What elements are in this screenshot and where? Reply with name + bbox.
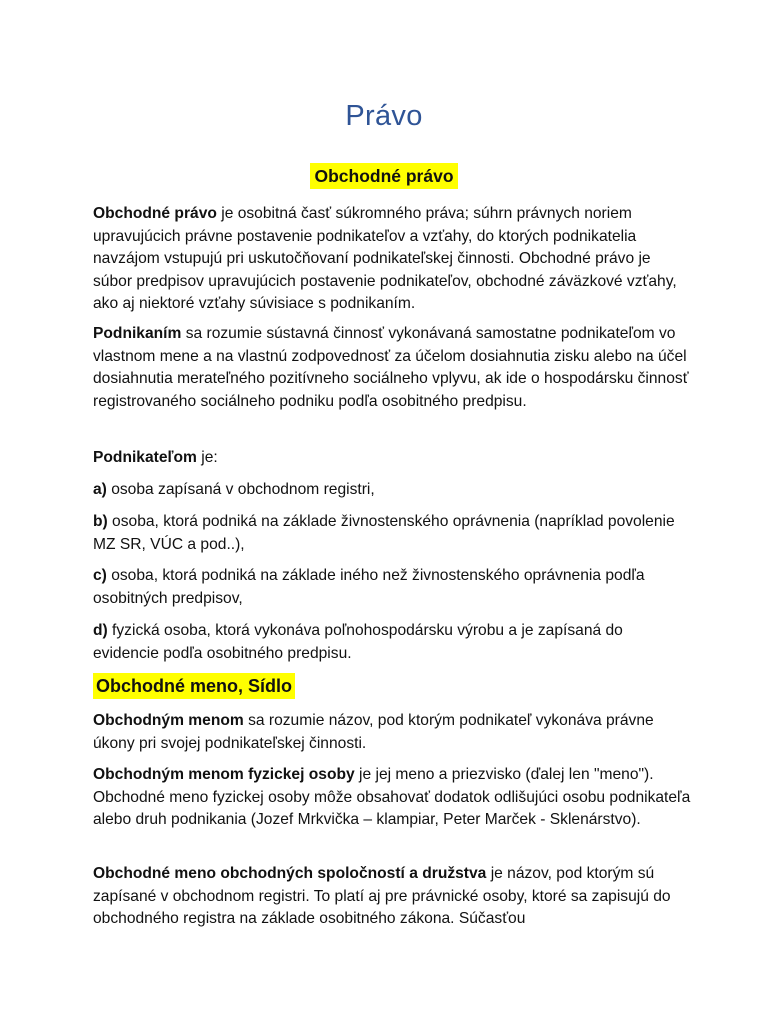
list-text: osoba, ktorá podniká na základe živnostenského oprávnenia (napríklad povolenie MZ SR, VÚC a pod..), bbox=[93, 513, 675, 553]
paragraph-text: je jej meno a priezvisko (ďalej len "meno"). Obchodné meno fyzickej osoby môže obsahovať dodatok odlišujúci osobu podnikateľa alebo druh podnikania (Jozef Mrkvička – klampiar, Peter Marček - Sklenárstvo). bbox=[93, 766, 691, 829]
term-spolocnosti: Obchodné meno obchodných spoločností a družstva bbox=[93, 865, 487, 882]
list-text: osoba zapísaná v obchodnom registri, bbox=[106, 481, 375, 498]
paragraph-text: je názov, pod ktorým sú zapísané v obchodnom registri. To platí aj pre právnické osoby, ktoré sa zapisujú do obchodného registra na základe osobitného zákona. Súčasťou bbox=[93, 865, 671, 928]
list-label: a) bbox=[93, 481, 107, 498]
paragraph-fyzicka-osoba bbox=[93, 764, 693, 832]
heading-highlight: Obchodné meno, Sídlo bbox=[93, 673, 295, 699]
section-heading-obchodne-pravo bbox=[0, 166, 768, 187]
term-obchodne-pravo: Obchodné právo bbox=[93, 205, 217, 222]
list-text: fyzická osoba, ktorá vykonáva poľnohospodársku výrobu a je zapísaná do evidencie podľa osobitného predpisu. bbox=[93, 622, 623, 662]
heading-highlight: Obchodné právo bbox=[310, 163, 457, 189]
term-fyzicka-osoba: Obchodným menom fyzickej osoby bbox=[93, 766, 355, 783]
paragraph-text: sa rozumie sústavná činnosť vykonávaná samostatne podnikateľom vo vlastnom mene a na vlastnú zodpovednosť za účelom dosiahnutia zisku alebo na účel dosiahnutia merateľného pozitívneho sociálneho vplyvu, ak ide o hospodársku činnosť registrovaného sociálneho podniku podľa osobitného predpisu. bbox=[93, 325, 689, 410]
section-heading-obchodne-meno bbox=[93, 676, 295, 697]
list-text: osoba, ktorá podniká na základe iného než živnostenského oprávnenia podľa osobitných predpisov, bbox=[93, 567, 645, 607]
list-item-c bbox=[93, 565, 693, 610]
list-item-d bbox=[93, 620, 693, 665]
term-podnikanim: Podnikaním bbox=[93, 325, 182, 342]
paragraph-obchodne-pravo bbox=[93, 203, 693, 316]
paragraph-podnikanim bbox=[93, 323, 693, 413]
paragraph-podnikatelom bbox=[93, 447, 693, 470]
list-label: b) bbox=[93, 513, 108, 530]
paragraph-text: sa rozumie názov, pod ktorým podnikateľ vykonáva právne úkony pri svojej podnikateľskej činnosti. bbox=[93, 712, 654, 752]
document-title: Právo bbox=[345, 100, 423, 132]
term-obchodnym-menom: Obchodným menom bbox=[93, 712, 244, 729]
list-label: c) bbox=[93, 567, 107, 584]
paragraph-spolocnosti bbox=[93, 863, 693, 931]
paragraph-obchodnym-menom bbox=[93, 710, 693, 755]
paragraph-text: je: bbox=[196, 449, 218, 466]
list-item-a bbox=[93, 479, 693, 502]
list-label: d) bbox=[93, 622, 108, 639]
term-podnikatelom: Podnikateľom bbox=[93, 449, 197, 466]
paragraph-text: je osobitná časť súkromného práva; súhrn právnych noriem upravujúcich právne postavenie podnikateľov a vzťahy, do ktorých podnikatelia navzájom vstupujú pri uskutočňovaní podnikateľskej činnosti. Obchodné právo je súbor predpisov upravujúcich postavenie podnikateľov, obchodné záväzkové vzťahy, ako aj niektoré vzťahy súvisiace s podnikaním. bbox=[93, 205, 677, 313]
list-item-b bbox=[93, 511, 693, 556]
